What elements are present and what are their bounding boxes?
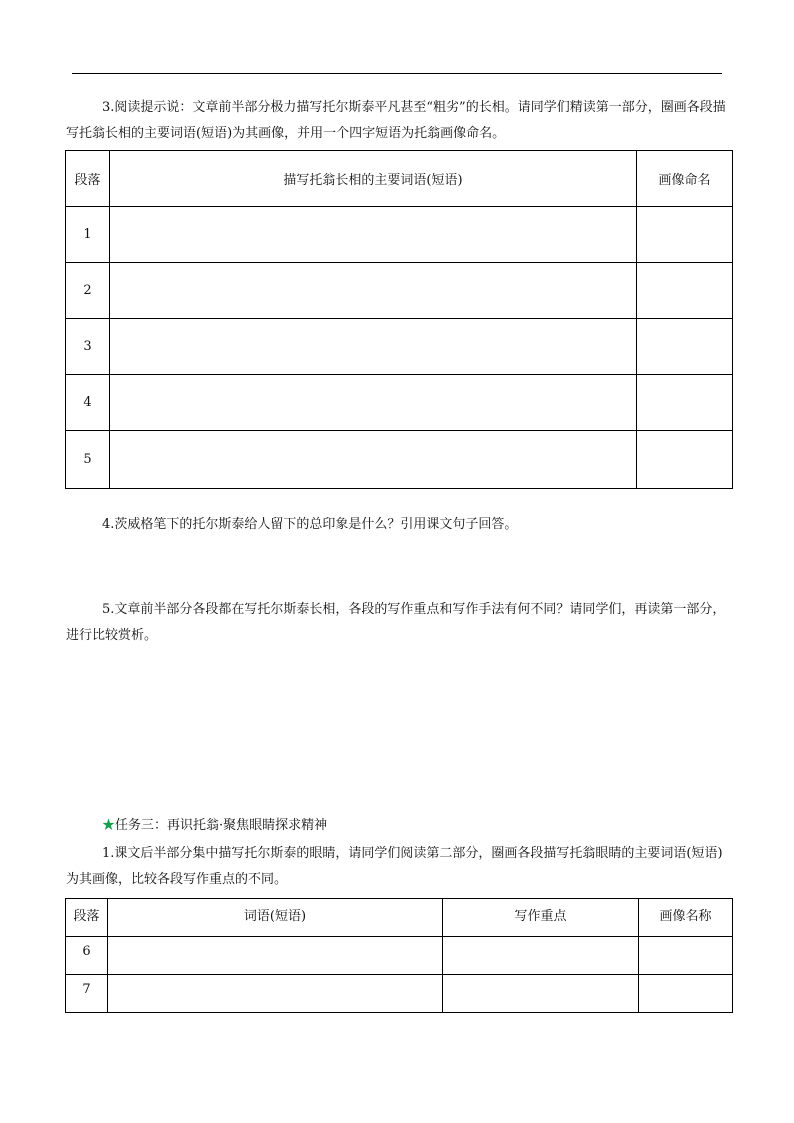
- header-rule: [72, 73, 722, 74]
- header-portrait-name: 画像名称: [639, 899, 733, 937]
- words-cell[interactable]: [108, 975, 443, 1013]
- table-row: [66, 263, 733, 319]
- question-3: 3.阅读提示说：文章前半部分极力描写托尔斯泰平凡甚至“粗劣”的长相。请同学们精读第一部分，圈画各段描写托翁长相的主要词语(短语)为其画像，并用一个四字短语为托翁画像命名。: [66, 100, 726, 141]
- question-6: 1.课文后半部分集中描写托尔斯泰的眼睛，请同学们阅读第二部分，圈画各段描写托翁眼睛的主要词语(短语)为其画像，比较各段写作重点的不同。: [66, 846, 723, 887]
- question-5: 5.文章前半部分各段都在写托尔斯泰长相，各段的写作重点和写作手法有何不同？请同学们，再读第一部分，进行比较赏析。: [66, 602, 726, 643]
- row-number: 1: [66, 207, 110, 263]
- words-cell[interactable]: [110, 375, 637, 431]
- focus-cell[interactable]: [443, 975, 639, 1013]
- words-cell[interactable]: [110, 263, 637, 319]
- row-number: 7: [66, 975, 108, 1013]
- name-cell[interactable]: [637, 375, 733, 431]
- header-paragraph: 段落: [66, 899, 108, 937]
- words-cell[interactable]: [110, 431, 637, 489]
- name-cell[interactable]: [637, 319, 733, 375]
- header-words: 词语(短语): [108, 899, 443, 937]
- row-number: 5: [66, 431, 110, 489]
- task-3-title: 任务三：再识托翁·聚焦眼睛探求精神: [115, 818, 328, 833]
- name-cell[interactable]: [637, 431, 733, 489]
- header-portrait-name: 画像命名: [637, 151, 733, 207]
- star-icon: ★: [102, 818, 116, 833]
- table-row: [66, 937, 733, 975]
- table-row: [66, 319, 733, 375]
- eyes-table: [65, 898, 733, 1013]
- words-cell[interactable]: [110, 207, 637, 263]
- focus-cell[interactable]: [443, 937, 639, 975]
- row-number: 6: [66, 937, 108, 975]
- row-number: 2: [66, 263, 110, 319]
- table-row: [66, 975, 733, 1013]
- header-words: 描写托翁长相的主要词语(短语): [110, 151, 637, 207]
- table-row: [66, 207, 733, 263]
- row-number: 3: [66, 319, 110, 375]
- words-cell[interactable]: [108, 937, 443, 975]
- words-cell[interactable]: [110, 319, 637, 375]
- question-4: 4.茨威格笔下的托尔斯泰给人留下的总印象是什么？引用课文句子回答。: [102, 517, 518, 532]
- name-cell[interactable]: [637, 263, 733, 319]
- row-number: 4: [66, 375, 110, 431]
- header-paragraph: 段落: [66, 151, 110, 207]
- table-row: [66, 431, 733, 489]
- name-cell[interactable]: [639, 975, 733, 1013]
- header-writing-focus: 写作重点: [443, 899, 639, 937]
- name-cell[interactable]: [639, 937, 733, 975]
- task-3-heading: [66, 813, 728, 839]
- name-cell[interactable]: [637, 207, 733, 263]
- portrait-table: [65, 150, 733, 489]
- table-row: [66, 375, 733, 431]
